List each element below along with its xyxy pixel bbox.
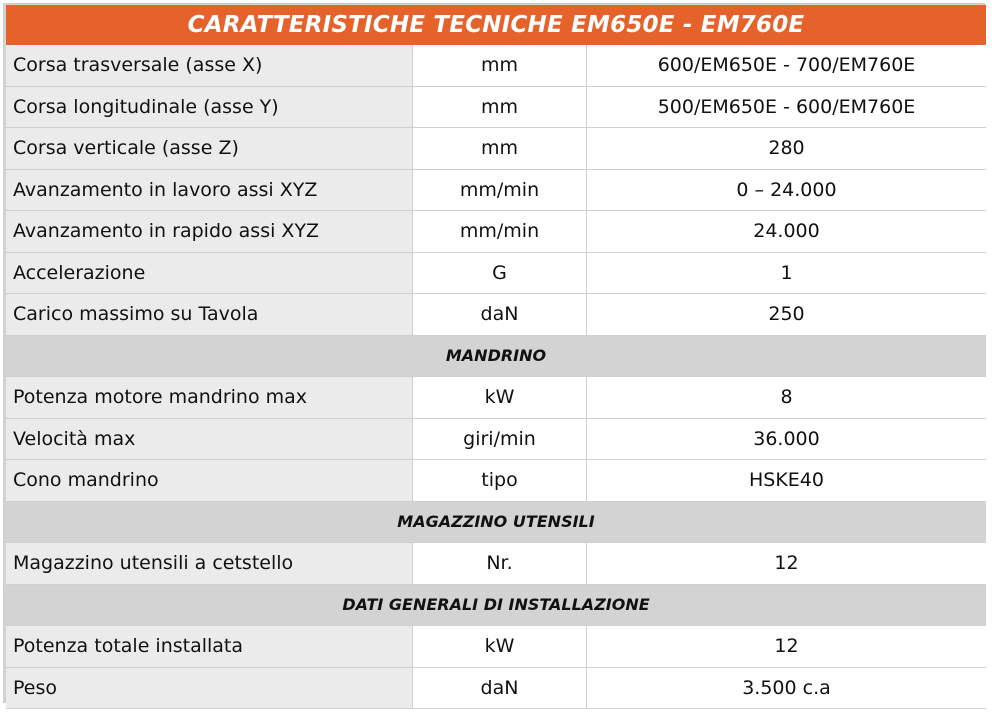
spec-label: Corsa longitudinale (asse Y) [6, 87, 413, 129]
spec-label: Peso [6, 668, 413, 710]
spec-value: 12 [587, 543, 986, 585]
spec-value: 3.500 c.a [587, 668, 986, 710]
table-row [6, 87, 986, 129]
table-row [6, 377, 986, 419]
spec-value: 1 [587, 253, 986, 295]
spec-unit: Nr. [413, 543, 587, 585]
spec-unit: tipo [413, 460, 587, 502]
table-row [6, 460, 986, 502]
table-row [6, 170, 986, 212]
spec-value: 36.000 [587, 419, 986, 461]
table-row [6, 668, 986, 710]
spec-unit: mm [413, 128, 587, 170]
spec-value: 500/EM650E - 600/EM760E [587, 87, 986, 129]
table-row [6, 128, 986, 170]
spec-label: Velocità max [6, 419, 413, 461]
spec-table [6, 45, 986, 709]
spec-value: HSKE40 [587, 460, 986, 502]
spec-unit: daN [413, 668, 587, 710]
spec-value: 280 [587, 128, 986, 170]
spec-value: 250 [587, 294, 986, 336]
section-header: DATI GENERALI DI INSTALLAZIONE [6, 585, 986, 627]
table-row [6, 253, 986, 295]
spec-label: Carico massimo su Tavola [6, 294, 413, 336]
section-header: MANDRINO [6, 336, 986, 378]
spec-label: Magazzino utensili a cetstello [6, 543, 413, 585]
spec-label: Potenza totale installata [6, 626, 413, 668]
table-row [6, 45, 986, 87]
table-row [6, 626, 986, 668]
spec-unit: daN [413, 294, 587, 336]
spec-value: 24.000 [587, 211, 986, 253]
spec-value: 8 [587, 377, 986, 419]
spec-unit: kW [413, 377, 587, 419]
spec-unit: giri/min [413, 419, 587, 461]
spec-unit: kW [413, 626, 587, 668]
spec-value: 12 [587, 626, 986, 668]
spec-label: Potenza motore mandrino max [6, 377, 413, 419]
spec-label: Accelerazione [6, 253, 413, 295]
table-row [6, 294, 986, 336]
spec-label: Corsa trasversale (asse X) [6, 45, 413, 87]
spec-label: Cono mandrino [6, 460, 413, 502]
spec-label: Avanzamento in lavoro assi XYZ [6, 170, 413, 212]
section-header: MAGAZZINO UTENSILI [6, 502, 986, 544]
spec-unit: mm/min [413, 211, 587, 253]
spec-unit: mm [413, 87, 587, 129]
table-row [6, 543, 986, 585]
spec-unit: mm [413, 45, 587, 87]
spec-label: Corsa verticale (asse Z) [6, 128, 413, 170]
table-row [6, 211, 986, 253]
spec-unit: mm/min [413, 170, 587, 212]
spec-unit: G [413, 253, 587, 295]
spec-value: 600/EM650E - 700/EM760E [587, 45, 986, 87]
spec-label: Avanzamento in rapido assi XYZ [6, 211, 413, 253]
table-title: CARATTERISTICHE TECNICHE EM650E - EM760E [6, 5, 986, 45]
spec-value: 0 – 24.000 [587, 170, 986, 212]
table-row [6, 419, 986, 461]
